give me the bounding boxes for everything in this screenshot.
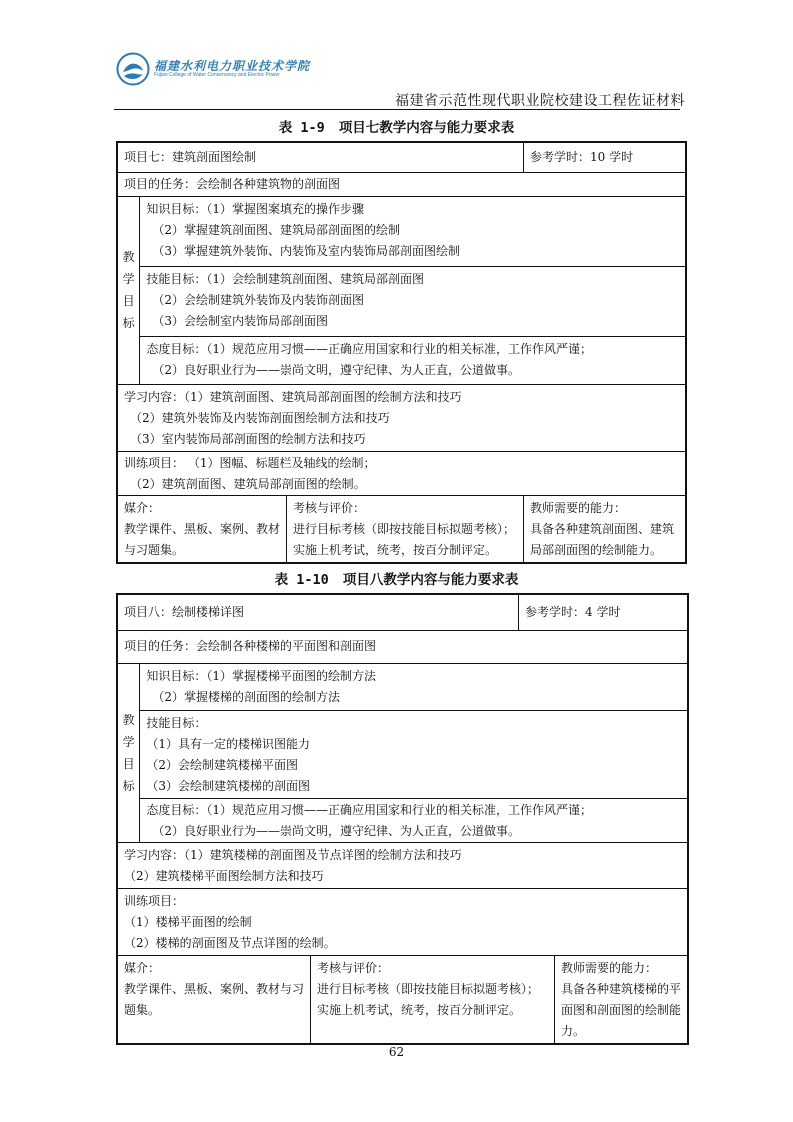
table2-caption (0, 568, 793, 588)
table2 (116, 593, 689, 1045)
table1-caption-title: 项目七教学内容与能力要求表 (338, 120, 515, 136)
table1-training-items: 训练项目： （1）图幅、标题栏及轴线的绘制； （2）建筑剖面图、建筑局部剖面图的绘制。 (117, 451, 686, 495)
table1-knowledge-goals: 知识目标：（1）掌握图案填充的操作步骤 （2）掌握建筑剖面图、建筑局部剖面图的绘制 （3）掌握建筑外装饰、内装饰及室内装饰局部剖面图绘制 (140, 196, 686, 266)
table1-caption (0, 116, 793, 136)
table2-hours: 参考学时：4 学时 (519, 594, 689, 630)
table1-caption-number: 表 1-9 (278, 120, 325, 136)
table2-teacher-ability: 教师需要的能力： 具备各种建筑楼梯的平 面图和剖面图的绘制能 力。 (555, 955, 689, 1044)
table2-skill-goals: 技能目标： （1）具有一定的楼梯识图能力 （2）会绘制建筑楼梯平面图 （3）会绘制建筑楼梯的剖面图 (140, 710, 688, 798)
table2-project-name: 项目八：绘制楼梯详图 (117, 594, 519, 630)
header-divider (114, 109, 680, 110)
table1-media: 媒介： 教学课件、黑板、案例、教材 与习题集。 (117, 495, 287, 563)
table2-caption-number: 表 1-10 (274, 572, 329, 588)
table1-attitude-goals: 态度目标：（1）规范应用习惯——正确应用国家和行业的相关标准，工作作风严谨； （2）良好职业行为——崇尚文明，遵守纪律、为人正直，公道做事。 (140, 336, 686, 384)
table1-hours: 参考学时：10 学时 (524, 142, 686, 172)
table1-teacher-ability: 教师需要的能力： 具备各种建筑剖面图、建筑 局部剖面图的绘制能力。 (524, 495, 686, 563)
table1-learning-content: 学习内容：（1）建筑剖面图、建筑局部剖面图的绘制方法和技巧 （2）建筑外装饰及内装饰剖面图绘制方法和技巧 （3）室内装饰局部剖面图的绘制方法和技巧 (117, 384, 686, 451)
document-header-title: 福建省示范性现代职业院校建设工程佐证材料 (395, 93, 685, 109)
logo-chinese-name: 福建水利电力职业技术学院 (154, 59, 311, 74)
table1 (116, 141, 687, 564)
logo-english-name: Fujian College of Water Conservancy and Electric Power (154, 71, 280, 78)
table2-knowledge-goals: 知识目标：（1）掌握楼梯平面图的绘制方法 （2）掌握楼梯的剖面图的绘制方法 (140, 663, 688, 710)
table2-attitude-goals: 态度目标：（1）规范应用习惯——正确应用国家和行业的相关标准，工作作风严谨； （2）良好职业行为——崇尚文明，遵守纪律、为人正直，公道做事。 (140, 798, 688, 842)
table1-assessment: 考核与评价： 进行目标考核（即按技能目标拟题考核）； 实施上机考试，统考，按百分制评定。 (287, 495, 524, 563)
table2-assessment: 考核与评价： 进行目标考核（即按技能目标拟题考核）； 实施上机考试，统考，按百分制评定。 (311, 955, 555, 1044)
table2-caption-title: 项目八教学内容与能力要求表 (342, 572, 519, 588)
table2-learning-content: 学习内容：（1）建筑楼梯的剖面图及节点详图的绘制方法和技巧 （2）建筑楼梯平面图绘制方法和技巧 (117, 842, 688, 888)
table1-project-name: 项目七：建筑剖面图绘制 (117, 142, 524, 172)
table2-goals-label: 教 学 目 标 (117, 663, 140, 842)
table1-task: 项目的任务：会绘制各种建筑物的剖面图 (117, 172, 686, 196)
table2-training-items: 训练项目： （1）楼梯平面图的绘制 （2）楼梯的剖面图及节点详图的绘制。 (117, 888, 688, 955)
page-number: 62 (388, 1045, 405, 1059)
college-emblem-icon (116, 52, 150, 86)
table2-media: 媒介： 教学课件、黑板、案例、教材与习 题集。 (117, 955, 311, 1044)
table2-task: 项目的任务：会绘制各种楼梯的平面图和剖面图 (117, 630, 688, 663)
table1-skill-goals: 技能目标：（1）会绘制建筑剖面图、建筑局部剖面图 （2）会绘制建筑外装饰及内装饰剖面图 （3）会绘制室内装饰局部剖面图 (140, 266, 686, 336)
table1-goals-label: 教 学 目 标 (117, 196, 140, 384)
college-logo (116, 52, 310, 86)
